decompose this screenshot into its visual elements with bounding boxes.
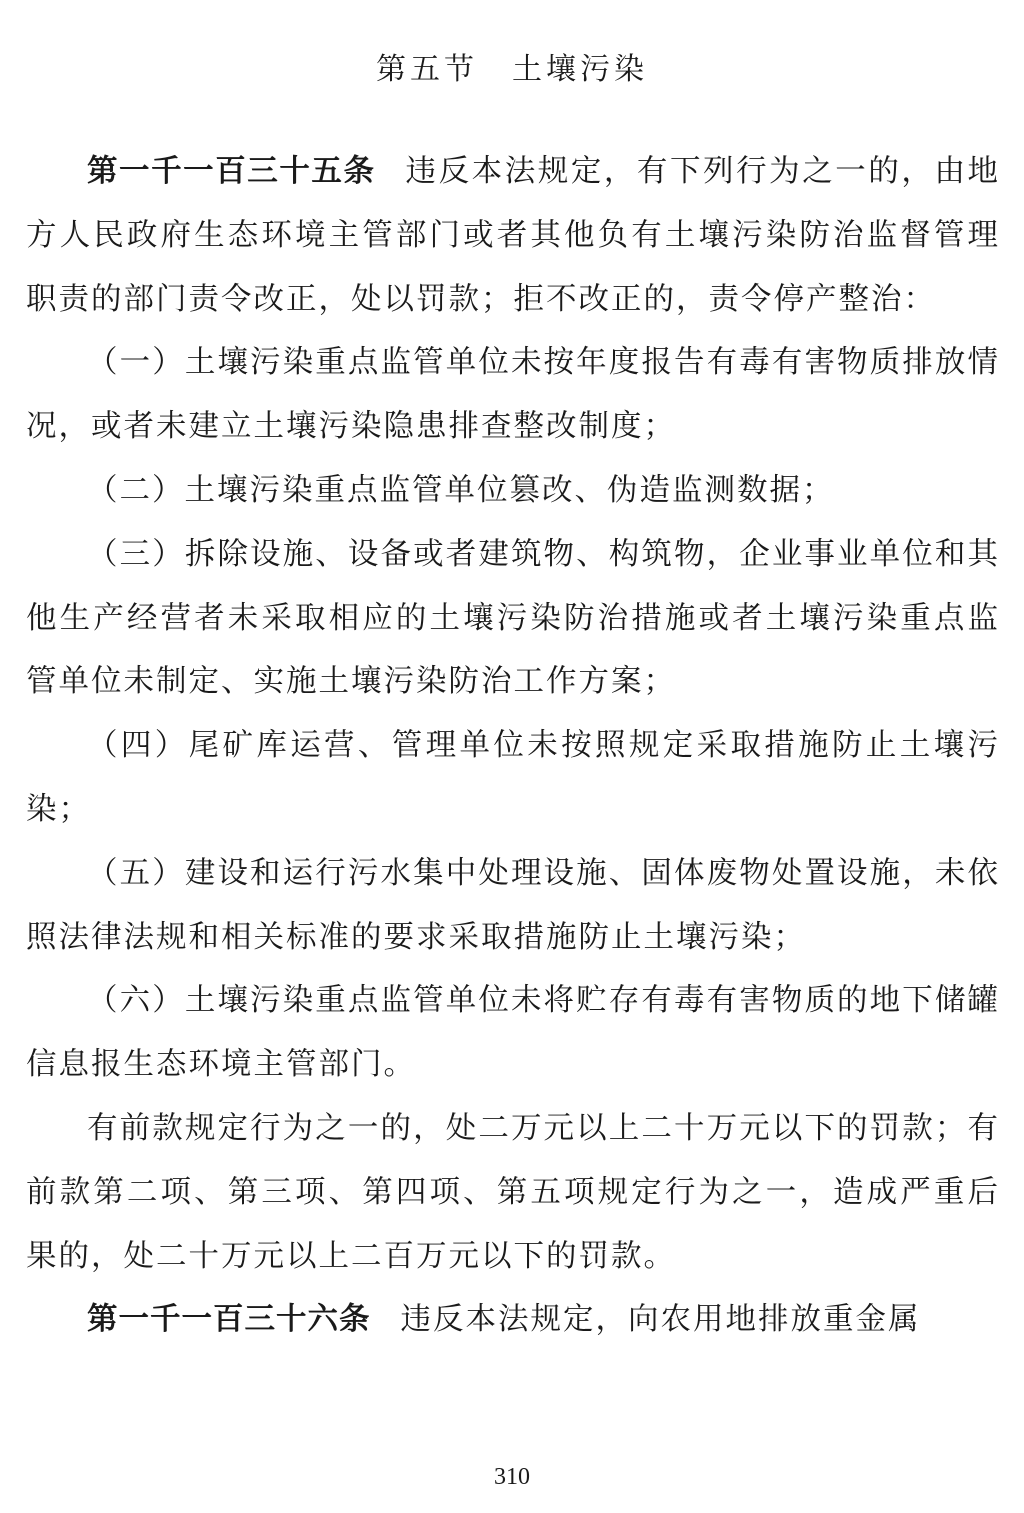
penalty-paragraph (26, 1097, 1000, 1288)
paragraph-text: 违反本法规定，向农用地排放重金属 (400, 1302, 921, 1338)
list-item-2 (26, 459, 1000, 523)
list-item-1 (26, 331, 1000, 459)
paragraph-text: （二）土壤污染重点监管单位篡改、伪造监测数据； (87, 472, 835, 508)
list-item-3 (26, 523, 1000, 714)
article-title: 第一千一百三十五条 (87, 154, 376, 189)
paragraph-text: 有前款规定行为之一的，处二万元以上二十万元以下的罚款；有前款第二项、第三项、第四项、第五项规定行为之一，造成严重后果的，处二十万元以上二百万元以下的罚款。 (26, 1110, 1000, 1274)
paragraph-text: （五）建设和运行污水集中处理设施、固体废物处置设施，未依照法律法规和相关标准的要求采取措施防止土壤污染； (26, 855, 1000, 955)
list-item-6 (26, 969, 1000, 1097)
paragraph-text: （三）拆除设施、设备或者建筑物、构筑物，企业事业单位和其他生产经营者未采取相应的土壤污染防治措施或者土壤污染重点监管单位未制定、实施土壤污染防治工作方案； (26, 536, 1000, 700)
paragraph-text: （一）土壤污染重点监管单位未按年度报告有毒有害物质排放情况，或者未建立土壤污染隐患排查整改制度； (26, 345, 1000, 445)
paragraph-text: 违反本法规定，有下列行为之一的，由地方人民政府生态环境主管部门或者其他负有土壤污染防治监督管理职责的部门责令改正，处以罚款；拒不改正的，责令停产整治： (26, 154, 1001, 317)
list-item-5 (26, 842, 1000, 970)
paragraph-text: （六）土壤污染重点监管单位未将贮存有毒有害物质的地下储罐信息报生态环境主管部门。 (26, 983, 1000, 1083)
list-item-4 (26, 714, 1000, 842)
article-1135-paragraph (26, 140, 1000, 331)
document-body (26, 140, 1000, 1352)
article-title: 第一千一百三十六条 (87, 1302, 371, 1338)
paragraph-text: （四）尾矿库运营、管理单位未按照规定采取措施防止土壤污染； (26, 728, 1000, 827)
article-1136-paragraph (26, 1288, 1000, 1352)
section-title: 第五节 土壤污染 (376, 52, 648, 87)
page-number: 310 (494, 1464, 530, 1490)
